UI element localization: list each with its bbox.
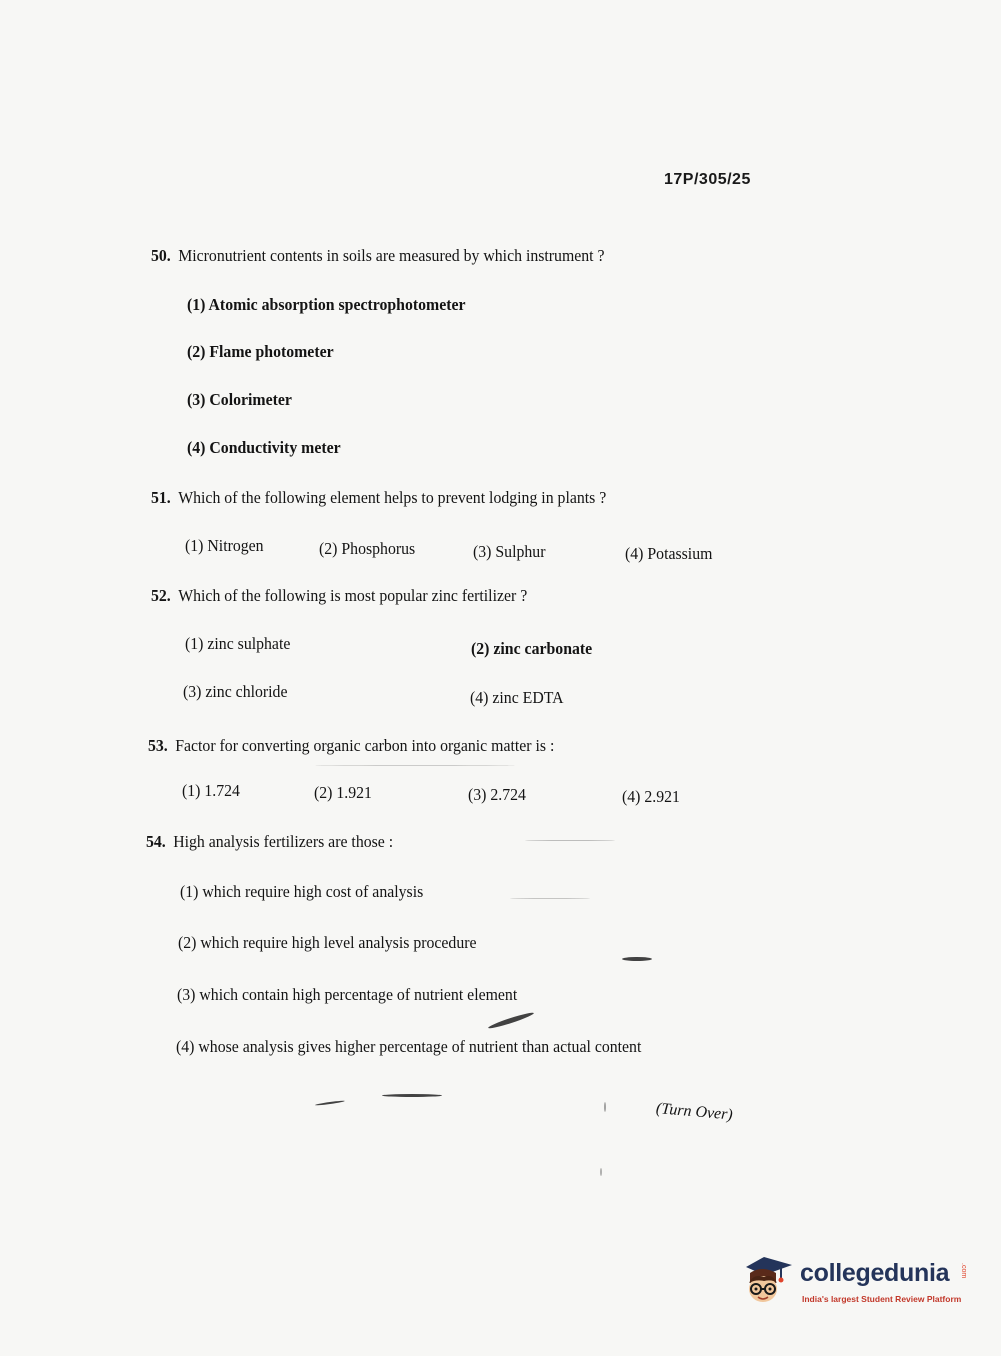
q50-option-2: (2) Flame photometer [187, 342, 334, 361]
question-number: 51. [151, 488, 171, 507]
scan-speck [315, 765, 515, 766]
question-number: 52. [151, 586, 171, 605]
q50-option-3: (3) Colorimeter [187, 390, 292, 409]
q54-option-1: (1) which require high cost of analysis [180, 882, 424, 901]
q51-option-3: (3) Sulphur [473, 542, 546, 561]
brand-tagline: India's largest Student Review Platform [802, 1294, 962, 1304]
question-text: Factor for converting organic carbon into organic matter is : [175, 736, 555, 755]
question-text: Which of the following element helps to prevent lodging in plants ? [178, 488, 607, 507]
q51-option-4: (4) Potassium [625, 544, 713, 563]
question-number: 50. [151, 246, 171, 265]
q52-option-3: (3) zinc chloride [183, 682, 288, 701]
scan-speck [510, 898, 590, 899]
q50-option-4: (4) Conductivity meter [187, 438, 341, 457]
collegedunia-watermark [742, 1253, 972, 1311]
question-text: Which of the following is most popular zinc fertilizer ? [178, 586, 528, 605]
scan-speck [604, 1102, 606, 1112]
scan-smudge [487, 1011, 534, 1031]
q53-option-4: (4) 2.921 [622, 787, 680, 806]
turn-over-label: (Turn Over) [655, 1100, 734, 1124]
paper-code: 17P/305/25 [664, 171, 751, 188]
q52-option-2: (2) zinc carbonate [471, 639, 593, 658]
question-text: High analysis fertilizers are those : [173, 832, 394, 851]
question-51 [151, 488, 606, 508]
q50-option-1: (1) Atomic absorption spectrophotometer [187, 295, 466, 314]
q54-option-4: (4) whose analysis gives higher percentage of nutrient than actual content [176, 1037, 642, 1056]
brand-domain: .com [960, 1263, 967, 1279]
q53-option-1: (1) 1.724 [182, 781, 240, 800]
q52-option-1: (1) zinc sulphate [185, 634, 291, 653]
q51-option-1: (1) Nitrogen [185, 536, 264, 555]
q52-option-4: (4) zinc EDTA [470, 688, 564, 707]
question-number: 54. [146, 832, 166, 851]
scan-smudge [382, 1094, 442, 1097]
question-53 [148, 736, 554, 756]
q51-option-2: (2) Phosphorus [319, 539, 416, 558]
q54-option-3: (3) which contain high percentage of nutrient element [177, 985, 518, 1004]
question-54 [146, 832, 393, 852]
question-text: Micronutrient contents in soils are measured by which instrument ? [178, 246, 605, 265]
q53-option-3: (3) 2.724 [468, 785, 526, 804]
q53-option-2: (2) 1.921 [314, 783, 372, 802]
question-number: 53. [148, 736, 168, 755]
q54-option-2: (2) which require high level analysis procedure [178, 933, 477, 952]
question-52 [151, 586, 527, 606]
scan-smudge [315, 1100, 345, 1106]
scan-speck [600, 1168, 602, 1176]
question-50 [151, 246, 605, 266]
scan-smudge [622, 957, 652, 961]
scan-speck [525, 840, 615, 841]
student-mascot-icon [742, 1253, 800, 1311]
brand-name: collegedunia [800, 1259, 950, 1287]
